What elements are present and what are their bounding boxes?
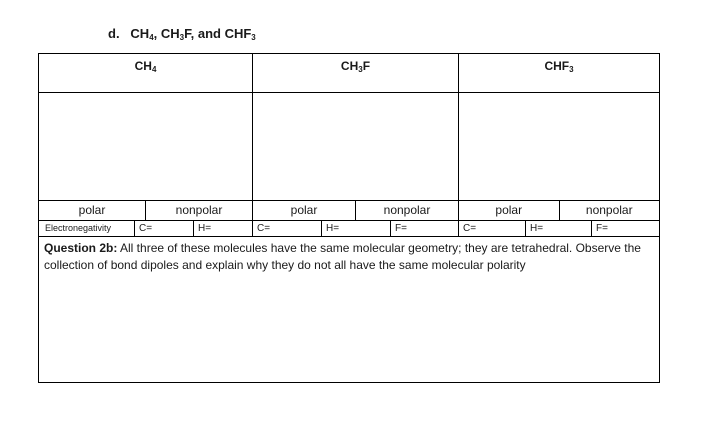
drawing-row bbox=[39, 92, 659, 200]
part-heading: d. $CH_4$, $CH_3F$, and $CHF_3$ bbox=[108, 26, 256, 42]
en-field-c[interactable]: C= bbox=[253, 221, 322, 236]
nonpolar-option[interactable]: nonpolar bbox=[383, 203, 431, 217]
en-field-c[interactable]: C= bbox=[135, 221, 194, 236]
polar-option[interactable]: polar bbox=[253, 201, 356, 220]
polarity-options-chf3 bbox=[459, 201, 659, 220]
polarity-row bbox=[39, 200, 659, 221]
nonpolar-option[interactable]: nonpolar bbox=[175, 203, 223, 217]
electronegativity-label: Electronegativity bbox=[39, 221, 135, 236]
worksheet-table bbox=[38, 53, 660, 383]
en-field-f[interactable]: F= bbox=[596, 223, 608, 234]
heading-mol1: $CH_4$ bbox=[130, 26, 154, 42]
en-field-f[interactable]: F= bbox=[391, 221, 459, 236]
column-header-ch3f: $CH_3F$ bbox=[253, 54, 459, 92]
heading-mol3: $CHF_3$ bbox=[224, 26, 256, 42]
polar-option[interactable]: polar bbox=[459, 201, 560, 220]
molecule-header-row bbox=[39, 54, 659, 93]
column-header-ch4: $CH_4$ bbox=[39, 54, 253, 92]
question-2b bbox=[44, 240, 650, 274]
en-field-h[interactable]: H= bbox=[322, 221, 391, 236]
en-field-c[interactable]: C= bbox=[459, 221, 526, 236]
nonpolar-option[interactable]: nonpolar bbox=[585, 203, 633, 217]
drawing-area-ch3f[interactable] bbox=[253, 92, 459, 200]
question-title: Question 2b: bbox=[44, 241, 118, 255]
polarity-options-ch3f bbox=[253, 201, 459, 220]
heading-mol2: $CH_3F$ bbox=[160, 26, 191, 42]
en-field-h[interactable]: H= bbox=[526, 221, 592, 236]
question-text: All three of these molecules have the same molecular geometry; they are tetrahedral. Observe the collection of bond dipoles and explain why they do not all have the same molecular polarity bbox=[44, 241, 641, 272]
polarity-options-ch4 bbox=[39, 201, 253, 220]
drawing-area-chf3[interactable] bbox=[459, 92, 659, 200]
drawing-area-ch4[interactable] bbox=[39, 92, 253, 200]
en-field-h[interactable]: H= bbox=[194, 221, 253, 236]
electronegativity-row bbox=[39, 221, 659, 237]
column-header-chf3: $CHF_3$ bbox=[544, 59, 574, 74]
polar-option[interactable]: polar bbox=[39, 201, 146, 220]
part-label: d. bbox=[108, 26, 120, 41]
